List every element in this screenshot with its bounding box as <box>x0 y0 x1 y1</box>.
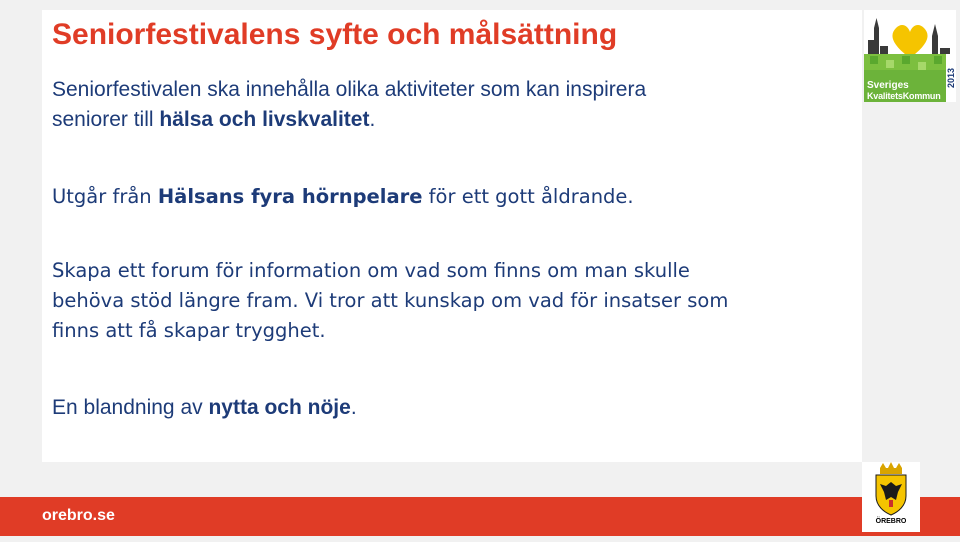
kvalitetskommun-logo <box>864 10 956 102</box>
text-run: . <box>350 396 357 419</box>
emphasis-pillars: Hälsans fyra hörnpelare <box>157 185 423 208</box>
emphasis-mix: nytta och nöje <box>208 396 351 419</box>
footer-bar <box>0 497 960 536</box>
emphasis-health: hälsa och livskvalitet <box>159 108 370 131</box>
logo-year: 2013 <box>946 67 956 88</box>
text-run: En blandning av <box>52 396 209 419</box>
text-run: för ett gott åldrande. <box>422 185 634 208</box>
footer-website-link[interactable]: orebro.se <box>42 507 115 524</box>
text-run: . <box>369 108 376 131</box>
logo-text-kvalitetskommun: KvalitetsKommun <box>867 91 941 101</box>
text-run: seniorer till <box>52 108 160 131</box>
paragraph-forum <box>52 256 728 346</box>
paragraph-pillars <box>52 182 634 212</box>
paragraph-mix <box>52 393 357 423</box>
paragraph-forum-line-1: Skapa ett forum för information om vad som finns om man skulle <box>52 259 690 282</box>
paragraph-purpose-line-2 <box>52 105 646 135</box>
paragraph-forum-line-3: finns att få skapar trygghet. <box>52 319 326 342</box>
slide-title: Seniorfestivalens syfte och målsättning <box>52 18 618 51</box>
coat-of-arms-icon <box>862 462 920 518</box>
paragraph-purpose-line-1: Seniorfestivalen ska innehålla olika aktiviteter som kan inspirera <box>52 78 647 101</box>
paragraph-purpose <box>52 75 646 135</box>
crest-label: ÖREBRO <box>875 518 907 525</box>
text-run: Utgår från <box>52 185 158 208</box>
logo-text-sveriges: Sveriges <box>867 80 909 91</box>
paragraph-forum-line-2: behöva stöd längre fram. Vi tror att kunskap om vad för insatser som <box>52 289 729 312</box>
